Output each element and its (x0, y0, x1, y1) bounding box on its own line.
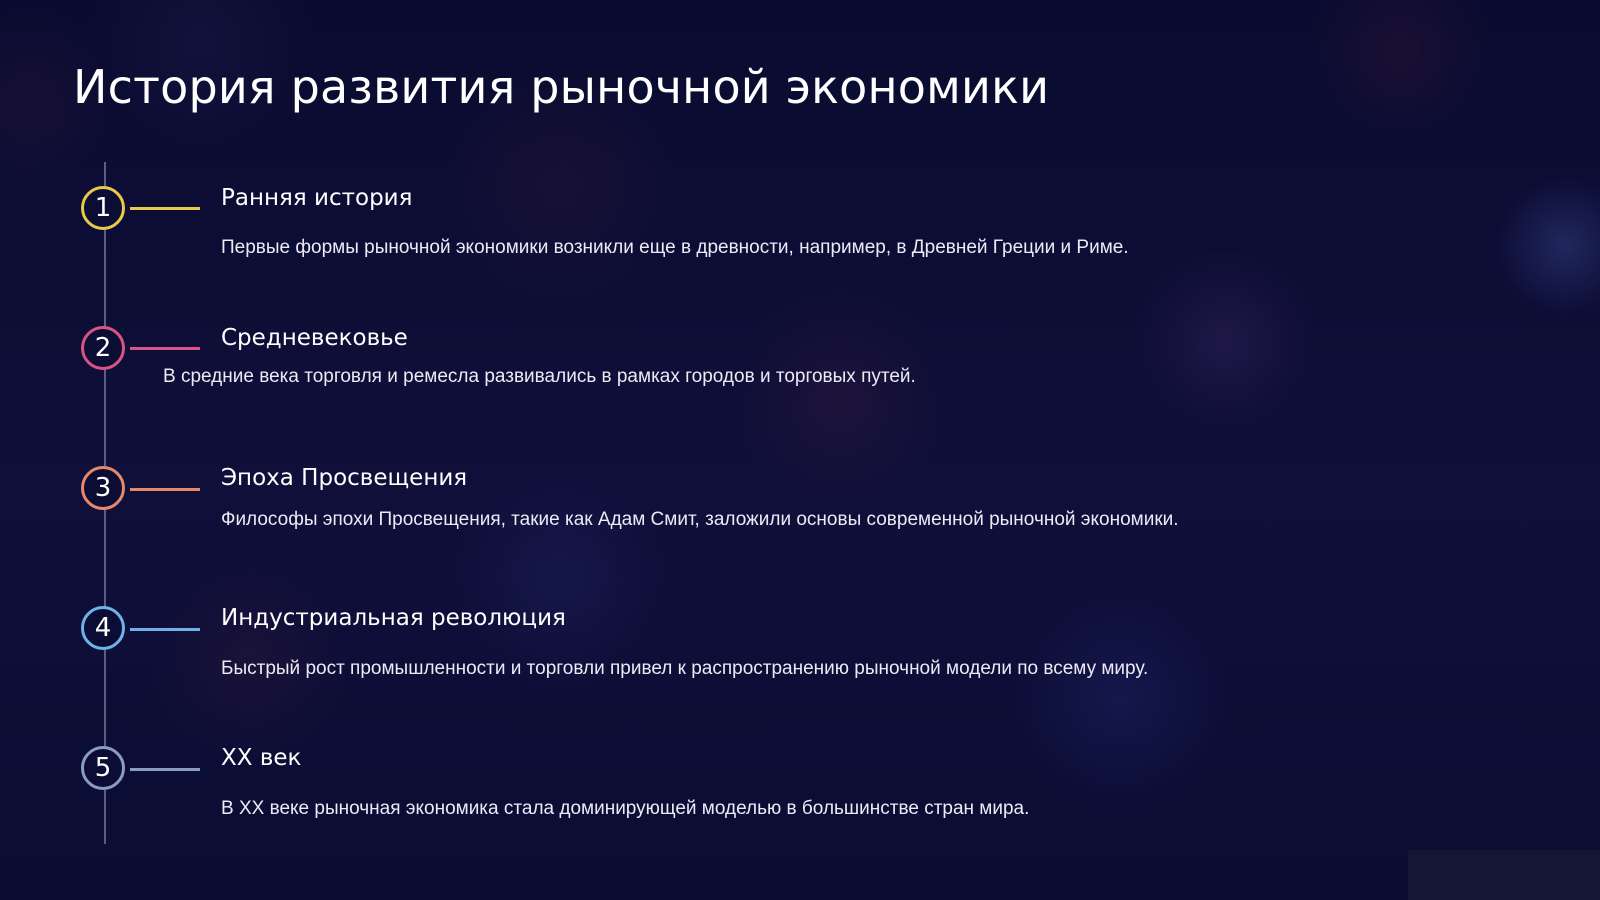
timeline-connector (130, 768, 200, 771)
timeline-connector (130, 347, 200, 350)
event-description: Быстрый рост промышленности и торговли привел к распространению рыночной модели по всему миру. (221, 658, 1149, 679)
marker-number: 5 (94, 753, 112, 783)
event-title-early-history: Ранняя история (221, 185, 413, 211)
marker-number: 1 (94, 193, 112, 223)
slide-title: История развития рыночной экономики (73, 60, 1050, 114)
timeline-marker-2 (81, 326, 125, 370)
event-description: Первые формы рыночной экономики возникли еще в древности, например, в Древней Греции и Риме. (221, 237, 1129, 258)
event-title-enlightenment: Эпоха Просвещения (221, 465, 468, 491)
timeline-marker-5 (81, 746, 125, 790)
marker-number: 4 (94, 613, 112, 643)
timeline-connector (130, 628, 200, 631)
marker-number: 3 (94, 473, 112, 503)
timeline-marker-3 (81, 466, 125, 510)
event-description: В XX веке рыночная экономика стала доминирующей моделью в большинстве стран мира. (221, 798, 1030, 819)
marker-number: 2 (94, 333, 112, 363)
event-title-industrial-revolution: Индустриальная революция (221, 605, 566, 631)
timeline-marker-4 (81, 606, 125, 650)
event-description: В средние века торговля и ремесла развивались в рамках городов и торговых путей. (163, 366, 916, 387)
event-description: Философы эпохи Просвещения, такие как Адам Смит, заложили основы современной рыночной экономики. (221, 509, 1179, 530)
timeline-connector (130, 488, 200, 491)
timeline-marker-1 (81, 186, 125, 230)
event-title-20th-century: XX век (221, 745, 302, 771)
corner-panel (1408, 850, 1600, 900)
timeline-connector (130, 207, 200, 210)
event-title-middle-ages: Средневековье (221, 325, 408, 351)
